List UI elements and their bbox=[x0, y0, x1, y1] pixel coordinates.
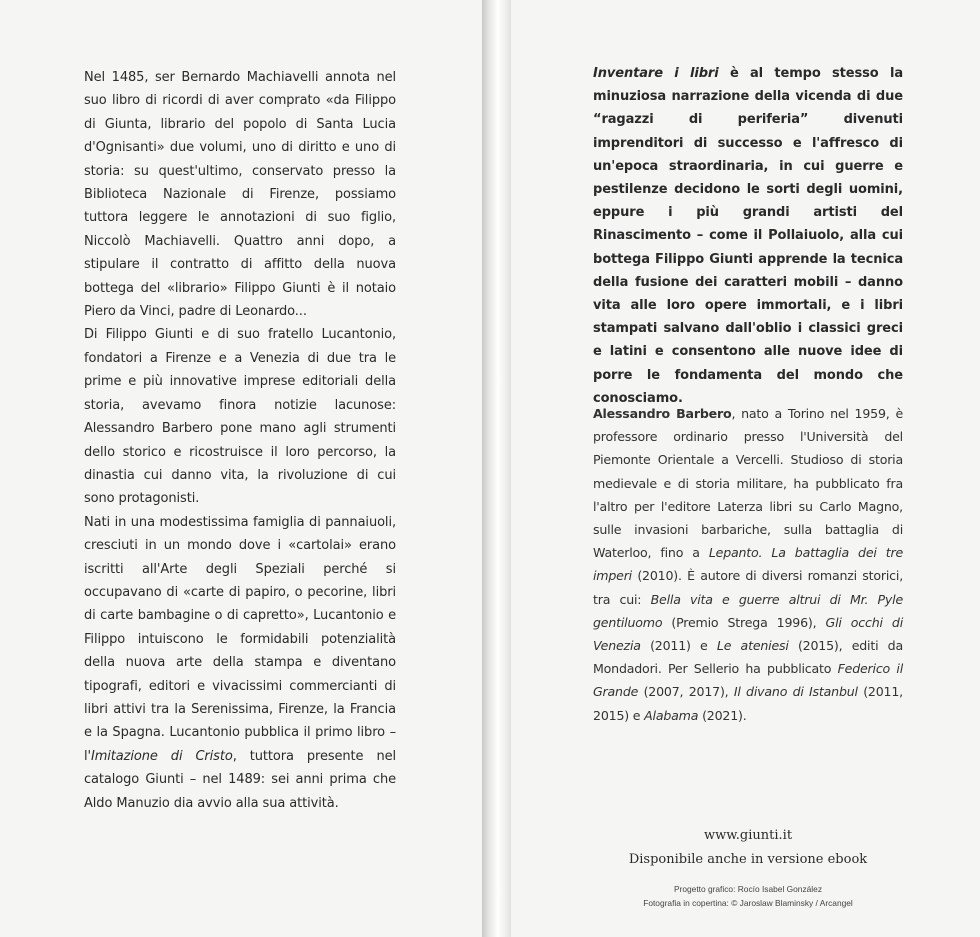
bio-title-divano: Il divano di Istanbul bbox=[733, 684, 858, 700]
bio-text-1: , nato a Torino nel 1959, è professore ordinario presso l'Università del Piemonte Orientale a Vercelli. Studioso di storia medievale e di storia militare, ha pubblicato fra l'altro per l'editore Laterza libri su Carlo Magno, sulle invasioni barbariche, sulla battaglia di Waterloo, fino a bbox=[593, 406, 903, 561]
right-flap bbox=[511, 0, 980, 937]
bio-text-4: (2011) e bbox=[640, 638, 717, 654]
bio-title-occhi-venezia: Gli occhi di Venezia bbox=[593, 614, 903, 654]
paragraph-origins-text: Nati in una modestissima famiglia di pannaiuoli, cresciuti in un mondo dove i «cartolai» erano iscritti all'Arte degli Speziali perché si occupavano di «carte di papiro, o pecorine, libri di carte bambagine o di capretto», Lucantonio e Filippo intuiscono le formidabili potenzialità della nuova arte della stampa e diventano tipografi, editori e vivacissimi commercianti di libri attivi tra la Serenissima, Firenze, la Francia e la Spagna. Lucantonio pubblica il primo libro – l' bbox=[84, 514, 396, 764]
paragraph-giunti-brothers: Di Filippo Giunti e di suo fratello Lucantonio, fondatori a Firenze e a Venezia di due tra le prime e più innovative imprese editoriali della storia, avevamo finora notizie lacunose: Alessandro Barbero pone mano agli strumenti dello storico e ricostruisce il loro percorso, la dinastia cui danno vita, la rivoluzione di cui sono protagonisti. bbox=[84, 327, 396, 507]
paragraph-origins bbox=[84, 511, 396, 815]
bio-title-alabama: Alabama bbox=[644, 707, 699, 723]
design-credit: Progetto grafico: Rocío Isabel González bbox=[673, 884, 823, 894]
bio-text-7: (2011, 2015) e bbox=[593, 684, 903, 723]
paragraph-origins-end: , tuttora presente nel catalogo Giunti – nel 1489: sei anni prima che Aldo Manuzio dia avvio alla sua attività. bbox=[84, 748, 396, 811]
bio-title-lepanto: Lepanto. La battaglia dei tre imperi bbox=[593, 545, 904, 584]
bio-text-5: (2015), editi da Mondadori. Per Sellerio ha pubblicato bbox=[593, 638, 903, 677]
ebook-availability: Disponibile anche in versione ebook bbox=[628, 852, 868, 867]
bio-paragraph bbox=[593, 402, 903, 727]
bio-text-3: (Premio Strega 1996), bbox=[662, 614, 826, 630]
bio-title-bella-vita: Bella vita e guerre altrui di Mr. Pyle gentiluomo bbox=[593, 591, 904, 630]
bio-title-ateniesi: Le ateniesi bbox=[716, 638, 789, 654]
author-bio bbox=[593, 402, 903, 727]
publisher-website: www.giunti.it bbox=[703, 828, 793, 843]
left-flap-text bbox=[84, 66, 396, 815]
left-flap bbox=[0, 0, 482, 937]
book-title-imitazione: Imitazione di Cristo bbox=[91, 748, 233, 764]
author-name: Alessandro Barbero bbox=[593, 406, 732, 421]
blurb-book-title: Inventare i libri bbox=[593, 66, 719, 81]
cover-photo-credit: Fotografia in copertina: © Jaroslaw Blaminsky / Arcangel bbox=[643, 898, 853, 908]
bio-text-6: (2007, 2017), bbox=[638, 684, 734, 700]
bio-text-2: (2010). È autore di diversi romanzi storici, tra cui: bbox=[593, 568, 903, 607]
bio-text-8: (2021). bbox=[698, 707, 747, 723]
blurb-text: è al tempo stesso la minuziosa narrazione della vicenda di due “ragazzi di periferia” divenuti imprenditori di successo e l'affresco di un'epoca straordinaria, in cui guerre e pestilenze decidono le sorti degli uomini, eppure i più grandi artisti del Rinascimento – come il Pollaiuolo, alla cui bottega Filippo Giunti apprende la tecnica della fusione dei caratteri mobili – danno vita alle loro opere immortali, e i libri stampati salvano dall'oblio i classici greci e latini e consentono alle nuove idee di porre le fondamenta del mondo che conosciamo. bbox=[593, 66, 903, 406]
paragraph-machiavelli: Nel 1485, ser Bernardo Machiavelli annota nel suo libro di ricordi di aver comprato «da Filippo di Giunta, librario del popolo di Santa Lucia d'Ognisanti» due volumi, uno di diritto e uno di storia: su quest'ultimo, conservato presso la Biblioteca Nazionale di Firenze, possiamo tuttora leggere le annotazioni di suo figlio, Niccolò Machiavelli. Quattro anni dopo, a stipulare il contratto di affitto della nuova bottega del «librario» Filippo Giunti è il notaio Piero da Vinci, padre di Leonardo... bbox=[84, 70, 396, 320]
bio-title-federico: Federico il Grande bbox=[593, 661, 903, 700]
blurb-paragraph bbox=[593, 62, 903, 410]
book-blurb bbox=[593, 62, 903, 410]
book-fold-gutter bbox=[482, 0, 511, 937]
